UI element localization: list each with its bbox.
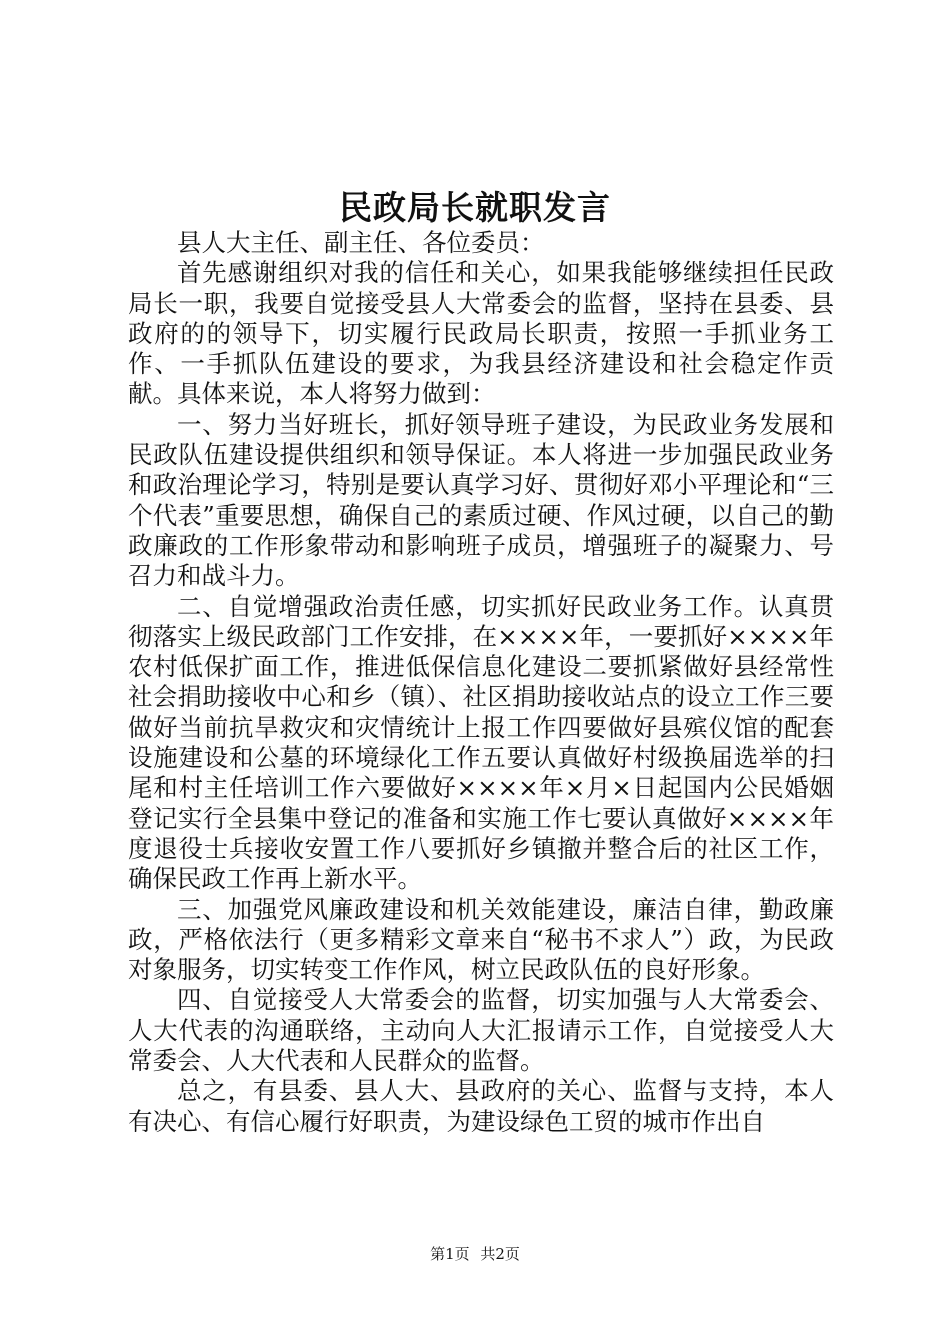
paragraph-intro: 首先感谢组织对我的信任和关心，如果我能够继续担任民政局长一职，我要自觉接受县人大常委会的监督，坚持在县委、县政府的的领导下，切实履行民政局长职责，按照一手抓业务工作、一手抓队伍建设的要求，为我县经济建设和社会稳定作贡献。具体来说，本人将努力做到： bbox=[128, 258, 834, 409]
paragraph-conclusion: 总之，有县委、县人大、县政府的关心、监督与支持，本人有决心、有信心履行好职责，为建设绿色工贸的城市作出自 bbox=[128, 1076, 834, 1136]
paragraph-point-3: 三、加强党风廉政建设和机关效能建设，廉洁自律，勤政廉政，严格依法行（更多精彩文章来自“秘书不求人”）政，为民政对象服务，切实转变工作作风，树立民政队伍的良好形象。 bbox=[128, 894, 834, 985]
page-number: 第1页 bbox=[430, 1245, 470, 1263]
paragraph-point-2: 二、自觉增强政治责任感，切实抓好民政业务工作。认真贯彻落实上级民政部门工作安排，在××××年，一要抓好××××年农村低保扩面工作，推进低保信息化建设二要抓紧做好县经常性社会捐助接收中心和乡（镇）、社区捐助接收站点的设立工作三要做好当前抗旱救灾和灾情统计上报工作四要做好县殡仪馆的配套设施建设和公墓的环境绿化工作五要认真做好村级换届选举的扫尾和村主任培训工作六要做好××××年×月×日起国内公民婚姻登记实行全县集中登记的准备和实施工作七要认真做好××××年度退役士兵接收安置工作八要抓好乡镇撤并整合后的社区工作，确保民政工作再上新水平。 bbox=[128, 591, 834, 894]
paragraph-point-4: 四、自觉接受人大常委会的监督，切实加强与人大常委会、人大代表的沟通联络，主动向人大汇报请示工作，自觉接受人大常委会、人大代表和人民群众的监督。 bbox=[128, 985, 834, 1076]
paragraph-point-1: 一、努力当好班长，抓好领导班子建设，为民政业务发展和民政队伍建设提供组织和领导保证。本人将进一步加强民政业务和政治理论学习，特别是要认真学习好、贯彻好邓小平理论和“三个代表”重要思想，确保自己的素质过硬、作风过硬，以自己的勤政廉政的工作形象带动和影响班子成员，增强班子的凝聚力、号召力和战斗力。 bbox=[128, 409, 834, 591]
page-footer bbox=[0, 1244, 950, 1264]
page-total: 共2页 bbox=[480, 1245, 520, 1263]
salutation: 县人大主任、副主任、各位委员： bbox=[177, 228, 545, 257]
document-body bbox=[128, 228, 834, 1137]
document-title: 民政局长就职发言 bbox=[339, 188, 611, 227]
